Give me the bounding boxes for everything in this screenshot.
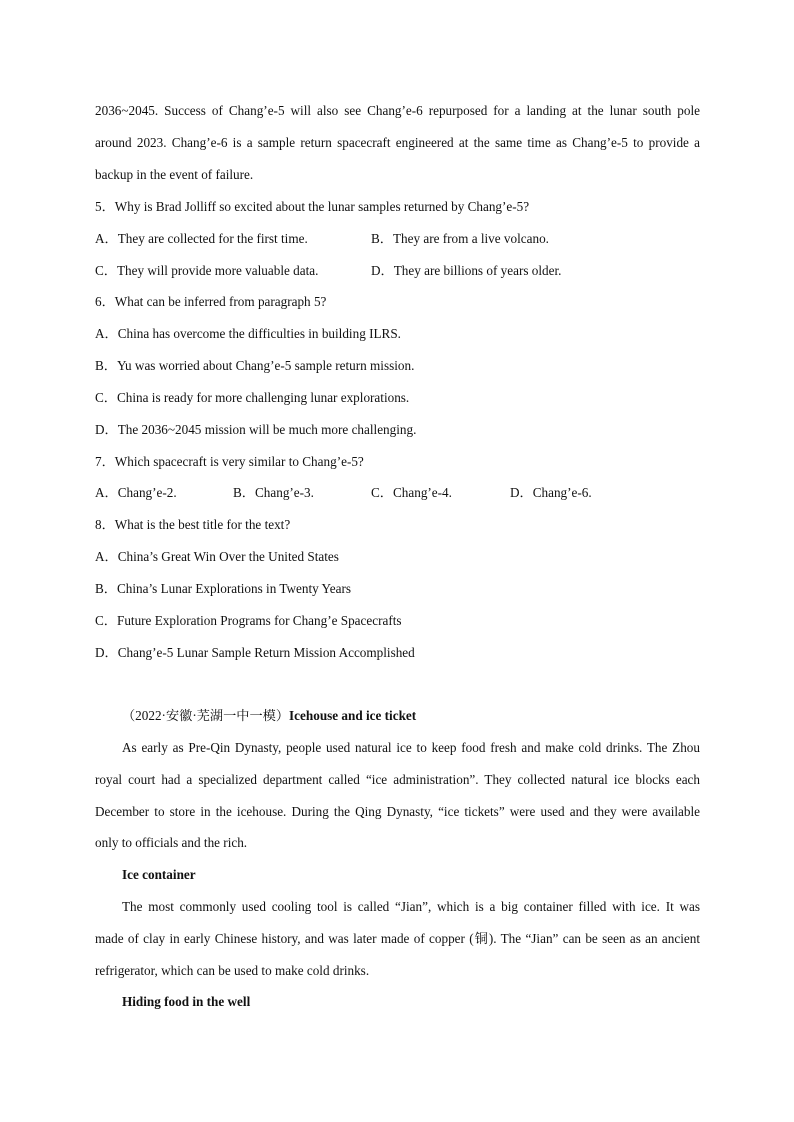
option-b: B．Chang’e-3. <box>233 485 314 500</box>
question-stem: 6．What can be inferred from paragraph 5? <box>95 294 327 309</box>
passage-line: only to officials and the rich. <box>95 835 248 850</box>
option-d: D．The 2036~2045 mission will be much more challenging. <box>95 422 417 437</box>
option-a: A．China’s Great Win Over the United States <box>95 549 339 564</box>
option-d: D．Chang’e-5 Lunar Sample Return Mission Accomplished <box>95 645 415 660</box>
option-b: B．China’s Lunar Explorations in Twenty Years <box>95 581 351 596</box>
passage-title: Icehouse and ice ticket <box>289 708 417 723</box>
option-a: A．China has overcome the difficulties in building ILRS. <box>95 326 401 341</box>
option-a: A．They are collected for the first time. <box>95 231 308 246</box>
section-heading: Hiding food in the well <box>122 994 251 1009</box>
question-stem: 7．Which spacecraft is very similar to Chang’e-5? <box>95 454 364 469</box>
passage-source: （2022·安徽·芜湖一中一模） <box>122 708 290 723</box>
option-b: B．Yu was worried about Chang’e-5 sample return mission. <box>95 358 415 373</box>
option-b: B．They are from a live volcano. <box>371 231 549 246</box>
passage-line: around 2023. Chang’e-6 is a sample return spacecraft engineered at the same time as Chang’e-5 to provide a <box>95 135 700 150</box>
option-c: C．China is ready for more challenging lunar explorations. <box>95 390 410 405</box>
option-d: D．Chang’e-6. <box>510 485 592 500</box>
passage-line: 2036~2045. Success of Chang’e-5 will also see Chang’e-6 repurposed for a landing at the lunar south pole <box>95 103 700 118</box>
option-a: A．Chang’e-2. <box>95 485 177 500</box>
option-c: C．They will provide more valuable data. <box>95 263 319 278</box>
section-heading: Ice container <box>122 867 196 882</box>
passage-line: made of clay in early Chinese history, and was later made of copper (铜). The “Jian” can be seen as an ancient <box>95 931 700 946</box>
passage-line: As early as Pre-Qin Dynasty, people used natural ice to keep food fresh and make cold drinks. The Zhou <box>122 740 700 755</box>
question-stem: 5．Why is Brad Jolliff so excited about the lunar samples returned by Chang’e-5? <box>95 199 530 214</box>
option-c: C．Chang’e-4. <box>371 485 452 500</box>
passage-line: backup in the event of failure. <box>95 167 254 182</box>
question-stem: 8．What is the best title for the text? <box>95 517 291 532</box>
passage-line: refrigerator, which can be used to make cold drinks. <box>95 963 370 978</box>
passage-line: December to store in the icehouse. During the Qing Dynasty, “ice tickets” were used and they were available <box>95 804 700 819</box>
passage-heading <box>122 707 416 725</box>
passage-line: The most commonly used cooling tool is called “Jian”, which is a big container filled with ice. It was <box>122 899 700 914</box>
option-d: D．They are billions of years older. <box>371 263 562 278</box>
passage-line: royal court had a specialized department called “ice administration”. They collected natural ice blocks each <box>95 772 700 787</box>
option-c: C．Future Exploration Programs for Chang’e Spacecrafts <box>95 613 402 628</box>
